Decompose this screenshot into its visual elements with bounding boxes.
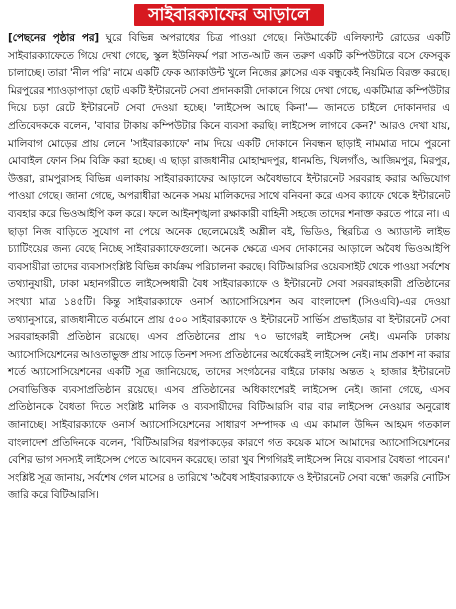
continued-from-back-page-label: [পেছনের পৃষ্ঠার পর]: [8, 32, 99, 44]
article-body: [8, 30, 450, 505]
article-headline: সাইবারক্যাফের আড়ালে: [134, 4, 323, 26]
article-body-text: ঘুরে বিভিন্ন অপরাধের চিত্র পাওয়া গেছে। নিউমার্কেট এলিফ্যান্ট রোডের একটি সাইবারক্যাফেতে গিয়ে দেখা গেছে, স্কুল ইউনিফর্ম পরা সাত-আট জন তরুণ একটি কম্পিউটারে বসে ফেসবুক চালাচ্ছে। তারা 'নীল পরি' নামে একটি ফেক অ্যাকাউন্ট খুলে নিজের ক্লাসের এক বন্ধুকেই নিয়মিত বিরক্ত করছে। মিরপুরের শ্যাওড়াপাড়া ছোট একটি ইন্টারনেট সেবা প্রদানকারী দোকানে গিয়ে দেখা গেছে, একটিমাত্র কম্পিউটার দিয়ে চড়া রেটে ইন্টারনেট সেবা দেওয়া হচ্ছে। 'লাইসেন্স আছে কিনা'— জানতে চাইলে দোকানদার এ প্রতিবেদককে বলেন, 'বাবার টাকায় কম্পিউটার কিনে ব্যবসা করছি। লাইসেন্স লাগবে কেন?' আরও দেখা যায়, মালিবাগ মোড়ের প্রায় লেনে 'সাইবারক্যাফে' নাম দিয়ে একটি দোকানে নিবন্ধন ছাড়াই নামমাত্র দামে পুরনো মোবাইল ফোন সিম বিক্রি করা হচ্ছে। এ ছাড়া রাজধানীর মোহাম্মদপুর, ধানমন্ডি, খিলগাঁও, আজিমপুর, মিরপুর, উত্তরা, রামপুরাসহ বিভিন্ন এলাকায় সাইবারক্যাফের আড়ালে অবৈধভাবে ইন্টারনেট সরবরাহ করার অভিযোগ পাওয়া গেছে। জানা গেছে, অপরাধীরা অনেক সময় মালিকদের সাথে বনিবনা করে এসব ক্যাফে থেকে ইন্টারনেট ব্যবহার করে ভিওআইপি কল করে। ফলে আইনশৃঙ্খলা রক্ষাকারী বাহিনী সহজে তাদের শনাক্ত করতে পারে না। এ ছাড়া নিজ বাড়িতে সুযোগ না পেয়ে অনেক ছেলেমেয়েই অশ্লীল বই, ভিডিও, স্থিরচিত্র ও অ্যাডাল্ট লাইভ চ্যাটিংয়ের জন্য বেছে নিচ্ছে সাইবারক্যাফেগুলো। অনেক ক্ষেত্রে এসব দোকানের আড়ালে অবৈধ ভিওআইপি ব্যবসায়ীরা তাদের ব্যবসাসংশ্লিষ্ট বিভিন্ন কার্যক্রম পরিচালনা করছে। বিটিআরসির ওয়েবসাইট থেকে পাওয়া সর্বশেষ তথ্যানুযায়ী, ঢাকা মহানগরীতে লাইসেন্সধারী বৈধ সাইবারক্যাফে ও ইন্টারনেট সেবা সরবরাহকারী প্রতিষ্ঠানের সংখ্যা মাত্র ১৪৫টি। কিন্তু সাইবারক্যাফে ওনার্স অ্যাসোসিয়েশন অব বাংলাদেশ (সিওএবি)-এর দেওয়া তথ্যানুসারে, রাজধানীতে বর্তমানে প্রায় ৫০০ সাইবারক্যাফে ও ইন্টারনেট সার্ভিস প্রভাইডার বা ইন্টারনেট সেবা সরবরাহকারী প্রতিষ্ঠান রয়েছে। এসব প্রতিষ্ঠানের প্রায় ৭০ ভাগেরই লাইসেন্স নেই। এমনকি ঢাকায় অ্যাসোসিয়েশনের আওতাভুক্ত প্রায় সাড়ে তিনশ সদস্য প্রতিষ্ঠানের অর্ধেকেরই লাইসেন্স নেই। নাম প্রকাশ না করার শর্তে অ্যাসোসিয়েশনের একটি সূত্র জানিয়েছে, তাদের সংগঠনের বাইরে ঢাকায় অন্তত ২ হাজার ইন্টারনেট সেবাভিত্তিক ব্যবসাপ্রতিষ্ঠান রয়েছে। এসব প্রতিষ্ঠানের অধিকাংশেরই লাইসেন্স নেই। জানা গেছে, এসব প্রতিষ্ঠানকে বৈধতা দিতে সংশ্লিষ্ট মালিক ও ব্যবসায়ীদের বিটিআরসি বার বার লাইসেন্স নেওয়ার অনুরোধ জানাচ্ছে। সাইবারক্যাফে ওনার্স অ্যাসোসিয়েশনের সাধারণ সম্পাদক এ এম কামাল উদ্দিন আহমদ গতকাল বাংলাদেশ প্রতিদিনকে বলেন, 'বিটিআরসির ধরপাকড়ের কারণে গত কয়েক মাসে আমাদের অ্যাসোসিয়েশনের বেশির ভাগ সদস্যই লাইসেন্স পেতে আবেদন করেছে। তারা খুব শিগগিরই লাইসেন্স নিয়ে ব্যবসার বৈধতা পাবেন।' সংশ্লিষ্ট সূত্র জানায়, সর্বশেষ গেল মাসের ৪ তারিখে 'অবৈধ সাইবারক্যাফে ও ইন্টারনেট সেবা বন্ধে' জরুরি নোটিস জারি করে বিটিআরসি।: [8, 32, 450, 502]
headline-bar: [8, 4, 450, 26]
